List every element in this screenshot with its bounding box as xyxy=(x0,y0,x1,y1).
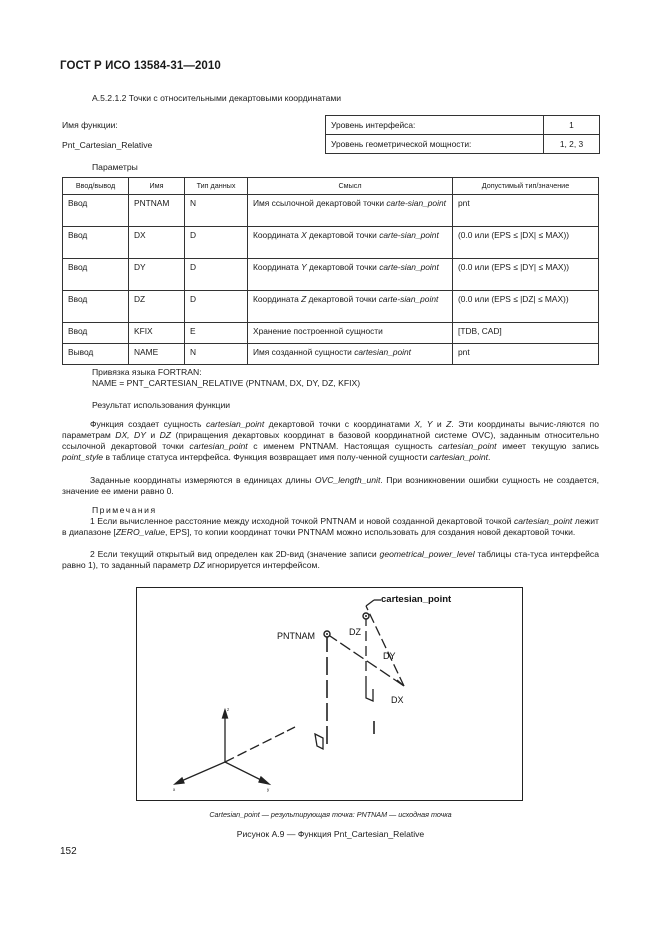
text: (приращения декартовых координат в базовой координатной системе OVC), заданным относительно ссылочной декартовой точки xyxy=(62,430,600,451)
figure-legend: Cartesian_point — результирующая точка: PNTNAM — исходная точка xyxy=(209,810,452,819)
term: ZERO_value xyxy=(115,527,166,537)
cell-allowed: (0.0 или (EPS ≤ |DX| ≤ MAX)) xyxy=(453,227,599,259)
term: cartesian_point xyxy=(438,441,497,451)
term: DZ xyxy=(159,430,172,440)
col-header: Допустимый тип/значение xyxy=(453,178,599,195)
text: 1 Если вычисленное расстояние между исходной точкой PNTNAM и новой созданной декартовой точкой xyxy=(90,516,514,526)
label-axis-y: y xyxy=(267,787,270,792)
table-row xyxy=(63,259,599,291)
col-header: Тип данных xyxy=(185,178,248,195)
meaning-italic: carte-sian_point xyxy=(379,230,439,240)
cell-name: DX xyxy=(129,227,185,259)
cell-name: DZ xyxy=(129,291,185,323)
text: 2 Если текущий открытый вид определен как 2D-вид (значение записи xyxy=(90,549,380,559)
meaning-italic: cartesian_point xyxy=(354,347,411,357)
cartesian-point-leader xyxy=(366,600,374,606)
iface-key: Уровень геометрической мощности: xyxy=(326,135,544,154)
label-dx: DX xyxy=(391,695,404,705)
table-row xyxy=(63,227,599,259)
axis-y-arrow xyxy=(259,777,269,784)
figure-frame xyxy=(136,587,523,801)
cell-meaning xyxy=(248,259,453,291)
cell-type: D xyxy=(185,259,248,291)
position-vector-line xyxy=(225,731,287,762)
binding-line-2: NAME = PNT_CARTESIAN_RELATIVE (PNTNAM, DX, DY, DZ, KFIX) xyxy=(92,378,361,388)
section-title: A.5.2.1.2 Точки с относительными декартовыми координатами xyxy=(92,93,342,103)
iface-key: Уровень интерфейса: xyxy=(326,116,544,135)
cell-meaning xyxy=(248,195,453,227)
dx-offset-line xyxy=(366,606,404,686)
axis-x-line xyxy=(179,762,225,782)
cell-meaning xyxy=(248,291,453,323)
text: таблицы ста-туса интерфейса равно 1), то заданный параметр xyxy=(62,549,599,570)
text: . Эти координаты вычис-ляются по параметрам xyxy=(62,419,599,440)
cell-io: Вывод xyxy=(63,344,129,365)
params-label: Параметры xyxy=(92,162,138,172)
function-label: Имя функции: xyxy=(62,120,118,130)
cell-io: Ввод xyxy=(63,323,129,344)
table-row xyxy=(63,195,599,227)
term: X, Y xyxy=(414,419,433,429)
notes-title: Примечания xyxy=(92,505,157,515)
cell-io: Ввод xyxy=(63,259,129,291)
term: cartesian_point xyxy=(513,516,573,526)
axis-y-line xyxy=(225,762,265,782)
meaning-text: Координата xyxy=(253,294,302,304)
label-axis-z: z xyxy=(227,707,230,712)
cell-meaning: Хранение построенной сущности xyxy=(248,323,453,344)
binding-line-1: Привязка языка FORTRAN: xyxy=(92,367,202,377)
position-vector-tick xyxy=(287,727,295,731)
cell-io: Ввод xyxy=(63,227,129,259)
text: и xyxy=(432,419,447,429)
text: лежит в диапазоне [ xyxy=(62,516,599,537)
dz-foot-marker xyxy=(366,686,373,701)
cell-type: D xyxy=(185,291,248,323)
text: декартовой точки с координатами xyxy=(264,419,415,429)
term: cartesian_point xyxy=(205,419,265,429)
cell-allowed: [TDB, CAD] xyxy=(453,323,599,344)
label-pntnam: PNTNAM xyxy=(277,631,315,641)
cell-name: PNTNAM xyxy=(129,195,185,227)
label-cartesian-point: cartesian_point xyxy=(381,594,452,605)
cell-type: D xyxy=(185,227,248,259)
label-axis-x: x xyxy=(173,787,176,792)
label-dy: DY xyxy=(383,651,396,661)
iface-value: 1, 2, 3 xyxy=(544,135,600,154)
cell-allowed: (0.0 или (EPS ≤ |DZ| ≤ MAX)) xyxy=(453,291,599,323)
cell-meaning xyxy=(248,344,453,365)
text: Заданные координаты измеряются в единицах длины xyxy=(90,475,315,485)
table-row xyxy=(326,135,600,154)
cartesian-point-center xyxy=(365,615,367,617)
cell-name: KFIX xyxy=(129,323,185,344)
term: DX, DY xyxy=(115,430,146,440)
cell-allowed: (0.0 или (EPS ≤ |DY| ≤ MAX)) xyxy=(453,259,599,291)
table-row xyxy=(63,323,599,344)
term: point_style xyxy=(62,452,104,462)
cell-io: Ввод xyxy=(63,291,129,323)
col-header: Смысл xyxy=(248,178,453,195)
pntnam-foot-marker xyxy=(315,734,323,749)
text: . xyxy=(488,452,491,462)
result-paragraph-2 xyxy=(62,475,599,497)
axis-x-arrow xyxy=(175,778,184,784)
text: имеет текущую запись xyxy=(496,441,599,451)
meaning-text: Имя созданной сущности xyxy=(253,347,355,357)
note-1 xyxy=(62,516,599,538)
cell-allowed: pnt xyxy=(453,344,599,365)
meaning-italic: carte-sian_point xyxy=(379,262,439,272)
text: и xyxy=(145,430,160,440)
cell-meaning xyxy=(248,227,453,259)
text: , EPS], то копии координат точки PNTNAM можно использовать для создания новой декартовой точки. xyxy=(165,527,576,537)
function-name: Pnt_Cartesian_Relative xyxy=(62,140,153,150)
meaning-var: Z xyxy=(301,294,307,304)
text: игнорируется интерфейсом. xyxy=(204,560,320,570)
cell-io: Ввод xyxy=(63,195,129,227)
text: Функция создает сущность xyxy=(90,419,206,429)
meaning-text: Координата xyxy=(253,230,302,240)
table-row xyxy=(63,291,599,323)
term: geometrical_power_level xyxy=(379,549,475,559)
iface-value: 1 xyxy=(544,116,600,135)
interface-table xyxy=(325,115,600,154)
meaning-text: Имя ссылочной декартовой точки xyxy=(253,198,387,208)
table-header-row xyxy=(63,178,599,195)
meaning-text: декартовой точки xyxy=(306,262,380,272)
meaning-text: декартовой точки xyxy=(306,294,379,304)
text: . При возникновении ошибки сущность не создается, значение ее имени равно 0. xyxy=(62,475,599,496)
meaning-var: Y xyxy=(301,262,307,272)
cell-name: DY xyxy=(129,259,185,291)
meaning-var: X xyxy=(301,230,307,240)
cell-name: NAME xyxy=(129,344,185,365)
result-paragraph-1 xyxy=(62,419,599,463)
cell-type: E xyxy=(185,323,248,344)
figure-caption: Рисунок A.9 — Функция Pnt_Cartesian_Relative xyxy=(236,829,425,839)
meaning-text: Координата xyxy=(253,262,302,272)
term: cartesian_point xyxy=(189,441,248,451)
cell-type: N xyxy=(185,344,248,365)
note-2 xyxy=(62,549,599,571)
table-row xyxy=(326,116,600,135)
text: с именем PNTNAM. Настоящая сущность xyxy=(247,441,439,451)
result-title: Результат использования функции xyxy=(92,400,231,410)
col-header: Имя xyxy=(129,178,185,195)
term: OVC_length_unit xyxy=(314,475,381,485)
meaning-italic: carte-sian_point xyxy=(386,198,446,208)
meaning-text: декартовой точки xyxy=(306,230,380,240)
term: Z xyxy=(446,419,452,429)
figure-diagram xyxy=(137,588,522,800)
pntnam-point-center xyxy=(326,633,328,635)
cell-allowed: pnt xyxy=(453,195,599,227)
term: cartesian_point xyxy=(429,452,489,462)
meaning-italic: carte-sian_point xyxy=(378,294,439,304)
cell-type: N xyxy=(185,195,248,227)
page-number: 152 xyxy=(60,846,77,857)
params-table xyxy=(62,177,599,365)
label-dz: DZ xyxy=(349,627,361,637)
term: DZ xyxy=(193,560,205,570)
text: в таблице статуса интерфейса. Функция возвращает имя полу-ченной сущности xyxy=(103,452,430,462)
col-header: Ввод/вывод xyxy=(63,178,129,195)
page-header: ГОСТ Р ИСО 13584-31—2010 xyxy=(60,60,221,72)
table-row xyxy=(63,344,599,365)
